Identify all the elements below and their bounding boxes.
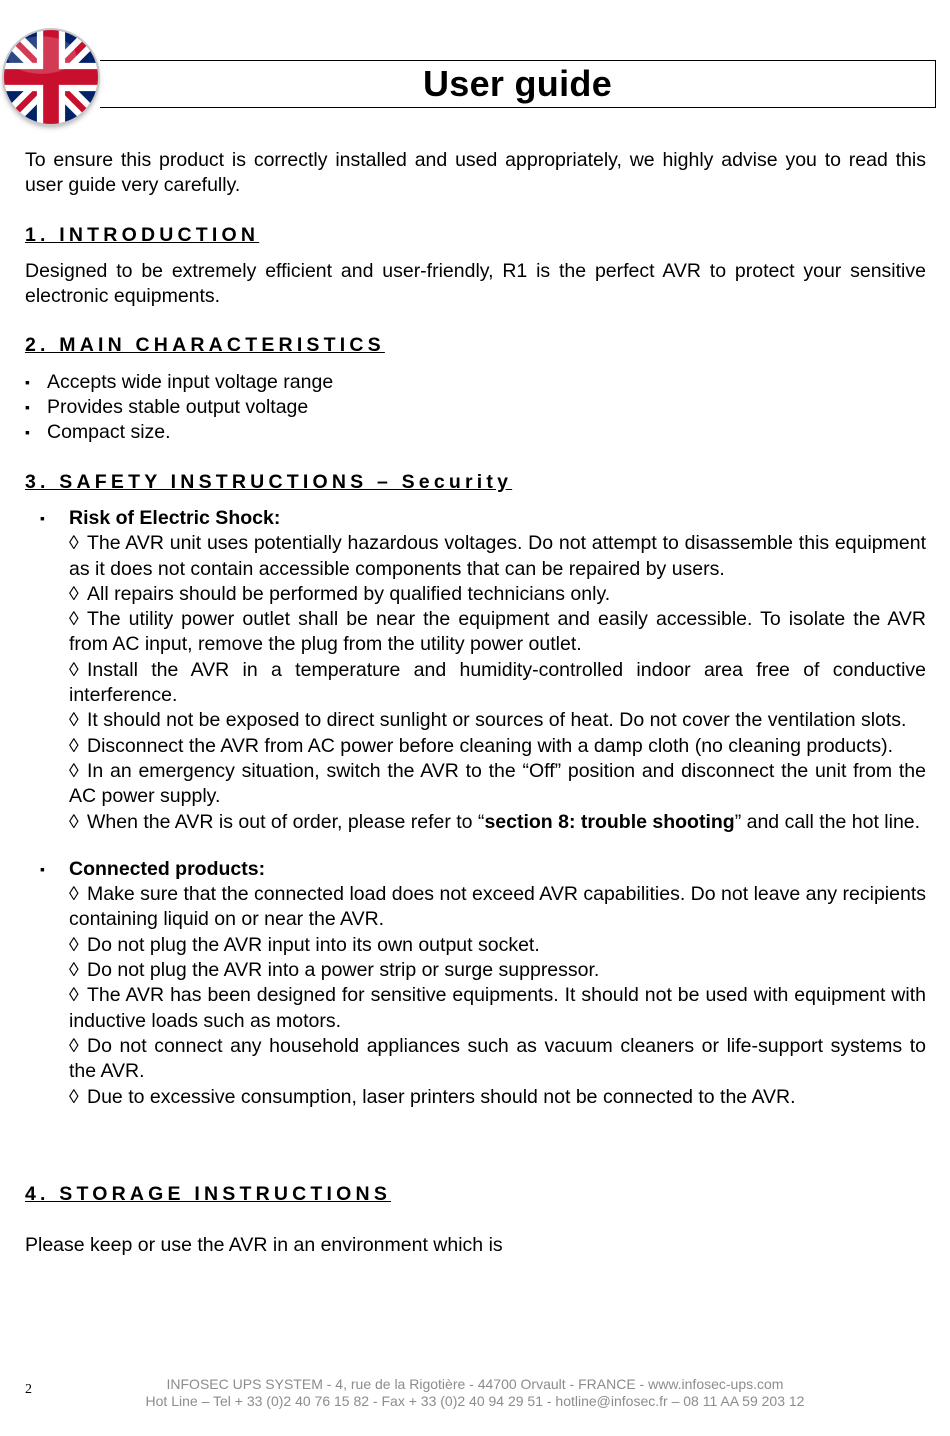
list-item: ◊ Make sure that the connected load does not exceed AVR capabilities. Do not leave any recipients containing liquid on or near the AVR. (69, 883, 926, 931)
intro-text: To ensure this product is correctly installed and used appropriately, we highly advise you to read this user guide very carefully. (25, 149, 926, 197)
page-title: User guide (422, 63, 613, 104)
block-title: Risk of Electric Shock: (69, 506, 281, 529)
page-number: 2 (25, 1382, 32, 1397)
diamond-bullet-icon: ◊ (69, 658, 79, 681)
list-item: ▪ Provides stable output voltage (25, 395, 926, 420)
list-item: ◊ The AVR has been designed for sensitive equipments. It should not be used with equipment with inductive loads such as motors. (69, 984, 926, 1032)
electric-shock-block (25, 506, 926, 835)
list-item: ◊ Do not plug the AVR into a power strip or surge suppressor. (69, 958, 926, 983)
list-item: ▪ Accepts wide input voltage range (25, 370, 926, 395)
diamond-bullet-icon: ◊ (69, 759, 79, 782)
footer (0, 1376, 950, 1410)
diamond-bullet-icon: ◊ (69, 582, 79, 605)
document-body (25, 148, 926, 1258)
uk-flag-icon (4, 30, 98, 124)
list-item: ◊ It should not be exposed to direct sunlight or sources of heat. Do not cover the ventilation slots. (69, 708, 926, 733)
section-3-heading: 3. SAFETY INSTRUCTIONS – Security (25, 470, 513, 493)
list-item: ▪ Compact size. (25, 420, 926, 445)
square-bullet-icon: ▪ (40, 860, 45, 877)
list-item: ◊ Due to excessive consumption, laser printers should not be connected to the AVR. (69, 1085, 926, 1110)
connected-products-block (25, 857, 926, 1110)
list-item: ◊ In an emergency situation, switch the AVR to the “Off” position and disconnect the unit from the AC power supply. (69, 759, 926, 808)
diamond-bullet-icon: ◊ (69, 709, 79, 732)
section-4-heading: 4. STORAGE INSTRUCTIONS (25, 1182, 392, 1205)
diamond-bullet-icon: ◊ (69, 959, 79, 982)
characteristics-list (25, 370, 926, 446)
diamond-bullet-icon: ◊ (69, 734, 79, 757)
diamond-bullet-icon: ◊ (69, 883, 79, 906)
section-2-heading: 2. MAIN CHARACTERISTICS (25, 334, 385, 357)
diamond-bullet-icon: ◊ (69, 608, 79, 631)
section-4-text: Please keep or use the AVR in an environment which is (25, 1234, 503, 1257)
footer-contact: Hot Line – Tel + 33 (0)2 40 76 15 82 - Fax + 33 (0)2 40 94 29 51 - hotline@infosec.fr – 08 11 AA 59 203 12 (145, 1393, 805, 1409)
list-item: ◊ The utility power outlet shall be near the equipment and easily accessible. To isolate the AVR from AC input, remove the plug from the utility power outlet. (69, 608, 926, 656)
diamond-bullet-icon: ◊ (69, 810, 79, 833)
list-item: ◊ All repairs should be performed by qualified technicians only. (69, 582, 926, 607)
diamond-bullet-icon: ◊ (69, 1034, 79, 1057)
square-bullet-icon: ▪ (40, 509, 45, 526)
block-title: Connected products: (69, 857, 266, 880)
list-item: ◊ Do not plug the AVR input into its own output socket. (69, 933, 926, 958)
diamond-bullet-icon: ◊ (69, 532, 79, 555)
list-item: ◊ When the AVR is out of order, please refer to “section 8: trouble shooting” and call the hot line. (69, 810, 926, 835)
diamond-bullet-icon: ◊ (69, 984, 79, 1007)
section-reference: section 8: trouble shooting (484, 810, 735, 833)
diamond-bullet-icon: ◊ (69, 933, 79, 956)
footer-address: INFOSEC UPS SYSTEM - 4, rue de la Rigotière - 44700 Orvault - FRANCE - www.infosec-ups.com (166, 1376, 784, 1392)
list-item: ◊ The AVR unit uses potentially hazardous voltages. Do not attempt to disassemble this equipment as it does not contain accessible components that can be repaired by users. (69, 532, 926, 580)
list-item: ◊ Install the AVR in a temperature and humidity-controlled indoor area free of conductive interference. (69, 658, 926, 707)
section-1-heading: 1. INTRODUCTION (25, 223, 260, 246)
title-box (100, 60, 936, 108)
list-item: ◊ Do not connect any household appliances such as vacuum cleaners or life-support systems to the AVR. (69, 1034, 926, 1083)
list-item: ◊ Disconnect the AVR from AC power before cleaning with a damp cloth (no cleaning products). (69, 734, 926, 759)
diamond-bullet-icon: ◊ (69, 1085, 79, 1108)
section-1-text: Designed to be extremely efficient and user-friendly, R1 is the perfect AVR to protect your sensitive electronic equipments. (25, 259, 926, 308)
